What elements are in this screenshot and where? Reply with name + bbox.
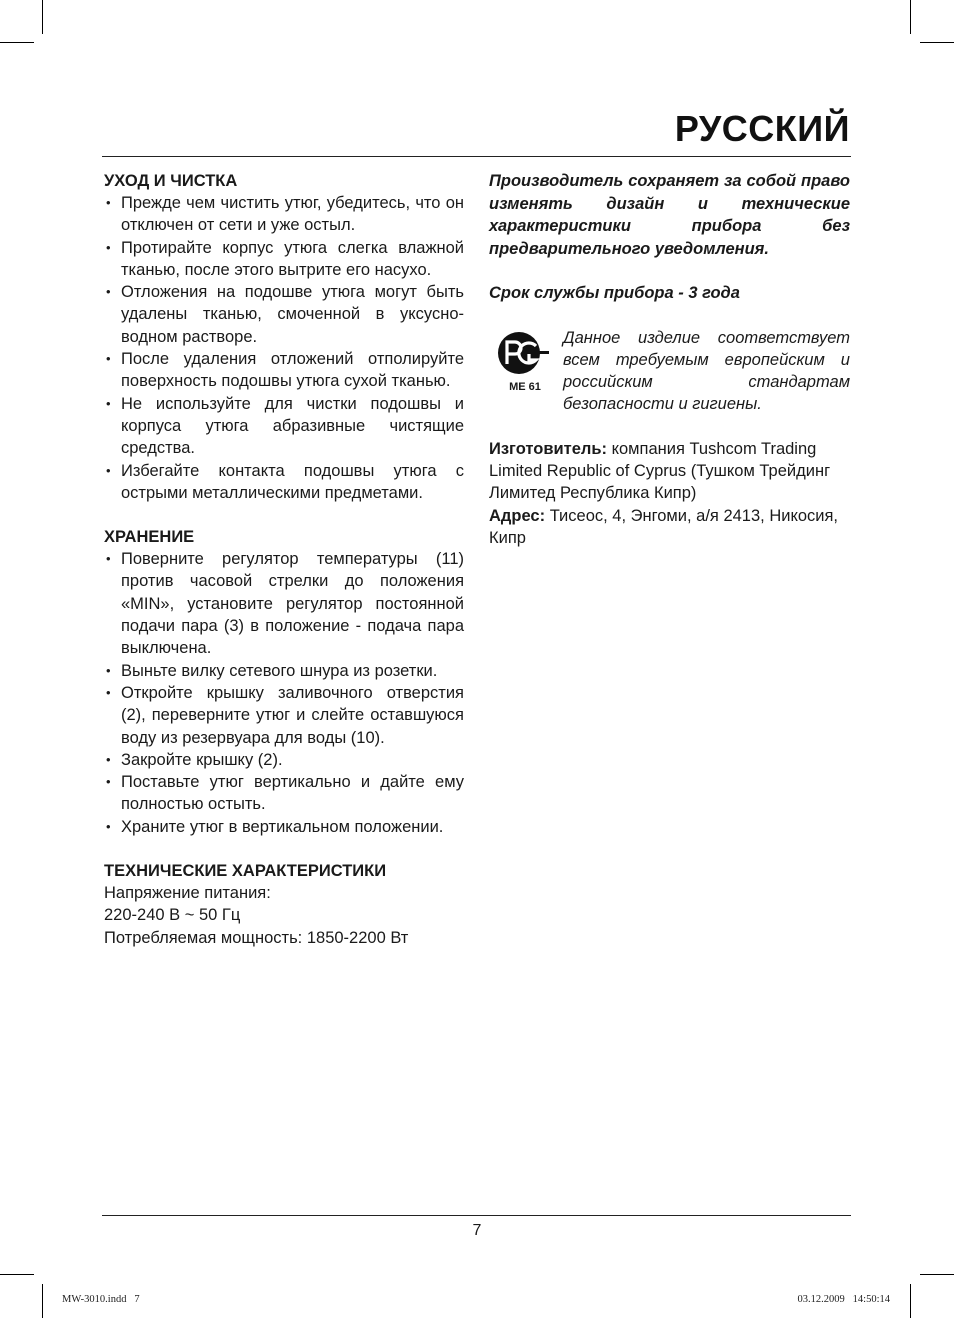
list-item: • Не используйте для чистки подошвы и корпуса утюга абразивные чистящие средства. [104, 393, 464, 460]
design-change-disclaimer: Производитель сохраняет за собой право изменять дизайн и технические характеристики прибора без предварительного уведомления. [489, 172, 850, 258]
voltage-label: Напряжение питания: [104, 884, 271, 903]
crop-mark [910, 0, 911, 34]
voltage-value: 220-240 В ~ 50 Гц [104, 906, 241, 925]
list-item: • Отложения на подошве утюга могут быть удалены тканью, смоченной в уксусно-водном растворе. [104, 281, 464, 348]
left-column [104, 170, 464, 949]
crop-mark [920, 1274, 954, 1275]
page-language-title: РУССКИЙ [674, 108, 850, 149]
service-life: Срок службы прибора - 3 года [489, 284, 740, 302]
list-item: • После удаления отложений отполируйте поверхность подошвы утюга сухой тканью. [104, 348, 464, 393]
crop-mark [0, 1274, 34, 1275]
rst-certification-logo [489, 327, 563, 416]
list-item: • Откройте крышку заливочного отверстия (2), переверните утюг и слейте оставшуюся воду из резервуара для воды (10). [104, 682, 464, 749]
manufacturer-label: Изготовитель: [489, 439, 607, 458]
list-item: • Поверните регулятор температуры (11) против часовой стрелки до положения «MIN», установите регулятор постоянной подачи пара (3) в положение - подача пара выключена. [104, 548, 464, 659]
crop-mark [42, 1284, 43, 1318]
list-item: • Храните утюг в вертикальном положении. [104, 816, 464, 838]
manufacturer-block [489, 438, 850, 549]
crop-mark [920, 42, 954, 43]
certification-text: Данное изделие соответствует всем требуемым европейским и российским стандартам безопасности и гигиены. [563, 328, 850, 414]
address-label: Адрес: [489, 506, 546, 525]
care-list [104, 192, 464, 504]
header-rule [102, 156, 851, 157]
manufacturer-value: компания Tushcom Trading Limited Republic of Cyprus (Тушком Трейдинг Лимитед Республика Кипр) [489, 439, 831, 503]
page-number: 7 [472, 1222, 482, 1239]
storage-heading: ХРАНЕНИЕ [104, 528, 195, 547]
crop-mark [910, 1284, 911, 1318]
rst-mark-icon [489, 331, 549, 375]
list-item: • Выньте вилку сетевого шнура из розетки. [104, 660, 464, 682]
certification-block [489, 327, 850, 416]
cert-code: ME 61 [509, 380, 541, 393]
crop-mark [0, 42, 34, 43]
list-item: • Избегайте контакта подошвы утюга с острыми металлическими предметами. [104, 460, 464, 505]
list-item: • Закройте крышку (2). [104, 749, 464, 771]
list-item: • Протирайте корпус утюга слегка влажной тканью, после этого вытрите его насухо. [104, 237, 464, 282]
file-slug: MW-3010.indd 7 [62, 1294, 140, 1305]
care-heading: УХОД И ЧИСТКА [104, 172, 238, 190]
right-column [489, 170, 850, 549]
list-item: • Прежде чем чистить утюг, убедитесь, что он отключен от сети и уже остыл. [104, 192, 464, 237]
address-value: Тисеос, 4, Энгоми, а/я 2413, Никосия, Кипр [489, 506, 839, 547]
power-consumption: Потребляемая мощность: 1850-2200 Вт [104, 928, 409, 947]
date-slug: 03.12.2009 14:50:14 [797, 1294, 890, 1305]
storage-list [104, 548, 464, 838]
list-item: • Поставьте утюг вертикально и дайте ему полностью остыть. [104, 771, 464, 816]
specs-heading: ТЕХНИЧЕСКИЕ ХАРАКТЕРИСТИКИ [104, 862, 387, 881]
crop-mark [42, 0, 43, 34]
footer-rule [102, 1215, 851, 1216]
